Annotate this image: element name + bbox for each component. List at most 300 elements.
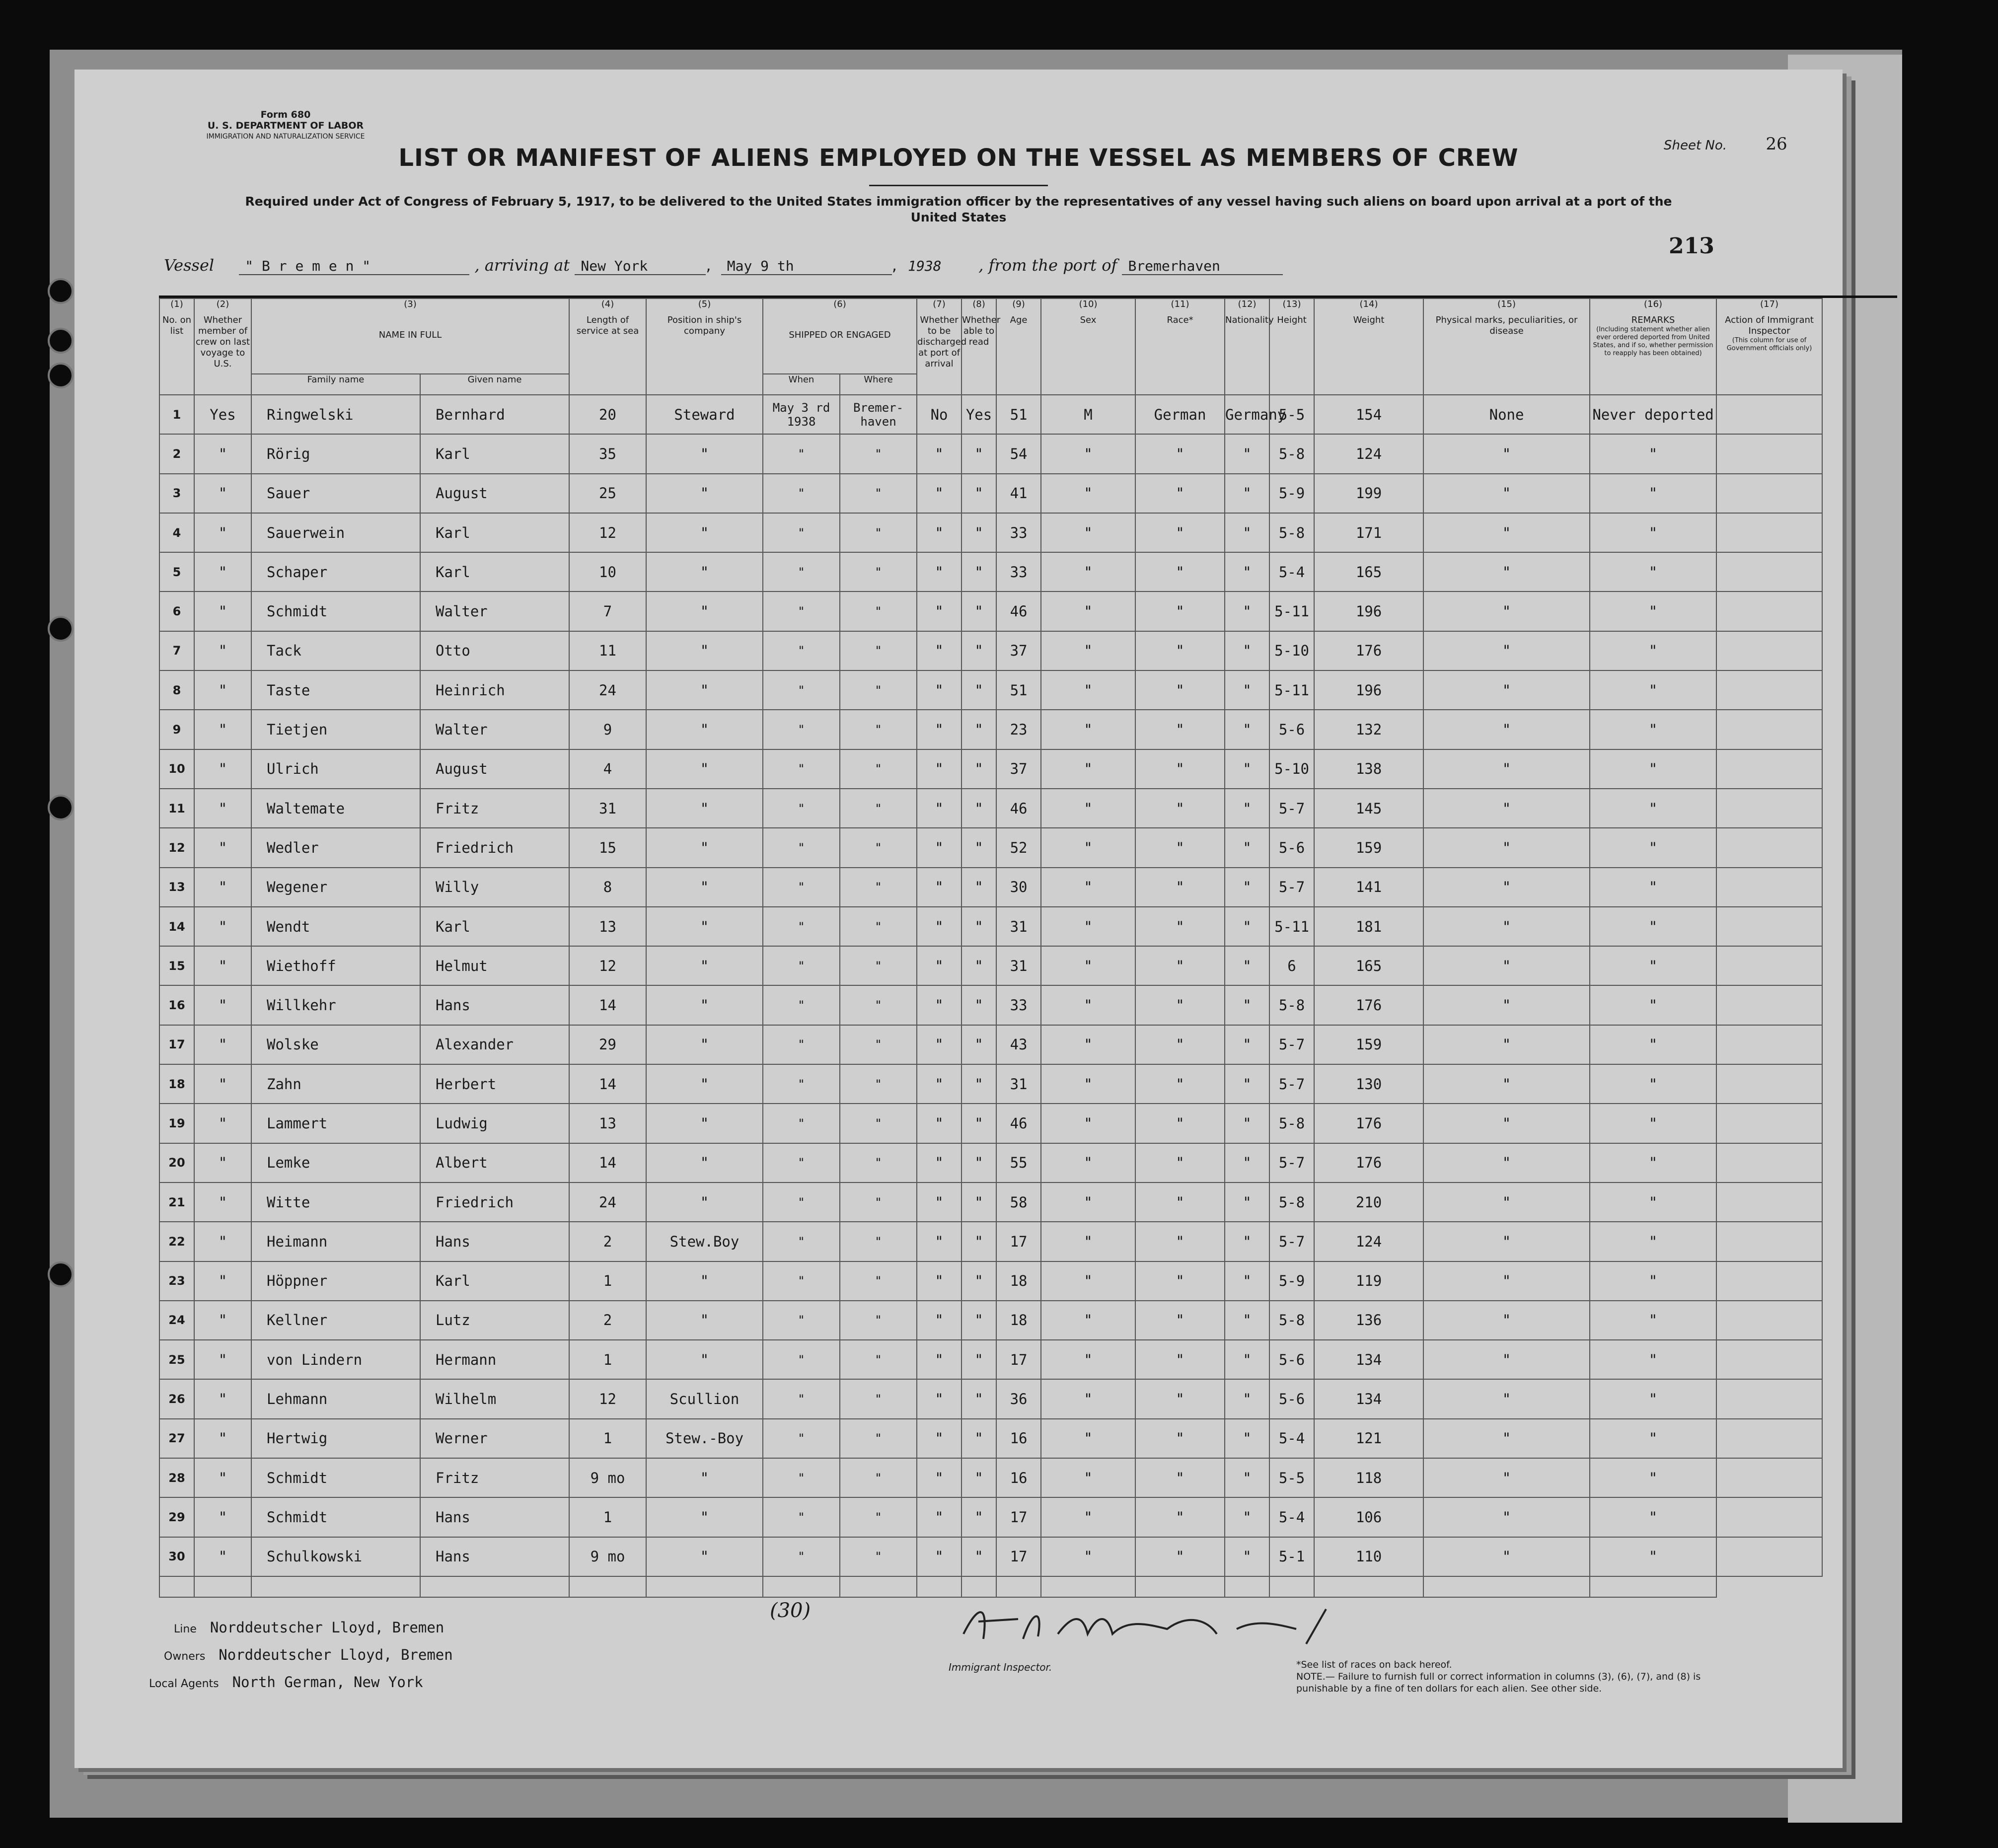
shipped-when: " [763,1222,840,1261]
able-to-read: " [962,749,996,789]
shipped-when: May 3 rd 1938 [763,395,840,434]
shipped-where: " [840,1458,917,1497]
family-name: Wolske [251,1025,420,1064]
height: 5-5 [1269,1458,1314,1497]
column-subheader: Where [840,374,917,395]
previous-voyage: " [194,1458,251,1497]
length-of-service: 29 [569,1025,646,1064]
length-of-service: 4 [569,749,646,789]
physical-marks: " [1423,1419,1590,1458]
shipped-where: " [840,1261,917,1301]
race: " [1135,1222,1225,1261]
length-of-service: 14 [569,1143,646,1183]
given-name: Helmut [420,946,569,985]
able-to-read: " [962,1379,996,1418]
height: 5-8 [1269,1183,1314,1222]
family-name: Höppner [251,1261,420,1301]
table-row [159,907,1822,946]
physical-marks: " [1423,1222,1590,1261]
shipped-when: " [763,907,840,946]
discharge: " [917,789,962,828]
row-number: 29 [159,1497,194,1537]
race: " [1135,434,1225,473]
shipped-when: " [763,1458,840,1497]
weight: 134 [1314,1379,1423,1418]
able-to-read: Yes [962,395,996,434]
inspector-action [1716,828,1822,867]
position: " [646,552,763,591]
position: " [646,1143,763,1183]
shipped-when: " [763,1025,840,1064]
shipped-where: Bremer- haven [840,395,917,434]
nationality: " [1225,1379,1269,1418]
shipped-when: " [763,552,840,591]
race: " [1135,1497,1225,1537]
family-name: Zahn [251,1064,420,1104]
sex: " [1041,1222,1135,1261]
sex: " [1041,513,1135,552]
length-of-service: 24 [569,670,646,710]
remarks: " [1590,1379,1716,1418]
column-label: Action of Immigrant Inspector [1725,315,1814,336]
line-label: Line [174,1623,197,1635]
weight: 159 [1314,828,1423,867]
height: 5-8 [1269,1301,1314,1340]
given-name: Otto [420,631,569,670]
inspector-action [1716,513,1822,552]
able-to-read: " [962,552,996,591]
weight: 136 [1314,1301,1423,1340]
remarks: " [1590,474,1716,513]
discharge: " [917,1183,962,1222]
position: Stew.-Boy [646,1419,763,1458]
race: " [1135,1458,1225,1497]
weight: 199 [1314,474,1423,513]
column-label: Whether member of crew on last voyage to U.S. [195,315,250,369]
remarks: " [1590,591,1716,631]
shipped-when: " [763,591,840,631]
family-name: Wegener [251,868,420,907]
position: " [646,1261,763,1301]
discharge: " [917,1064,962,1104]
position: " [646,513,763,552]
column-label: Sex [1080,315,1097,325]
able-to-read: " [962,1458,996,1497]
age: 46 [996,591,1041,631]
inspector-action [1716,1064,1822,1104]
sex: " [1041,1104,1135,1143]
column-label: Race* [1167,315,1193,325]
nationality: " [1225,670,1269,710]
remarks: " [1590,670,1716,710]
race: " [1135,1301,1225,1340]
previous-voyage: " [194,946,251,985]
shipped-when: " [763,828,840,867]
shipped-where: " [840,1301,917,1340]
able-to-read: " [962,1340,996,1379]
column-number: (6) [833,299,846,309]
weight: 154 [1314,395,1423,434]
table-row [159,789,1822,828]
physical-marks: " [1423,552,1590,591]
inspector-action [1716,868,1822,907]
race: " [1135,513,1225,552]
weight: 110 [1314,1537,1423,1576]
race: " [1135,552,1225,591]
nationality: " [1225,1222,1269,1261]
form-header [179,109,392,142]
given-name: Hans [420,1222,569,1261]
race: " [1135,907,1225,946]
nationality: " [1225,1537,1269,1576]
height: 5-1 [1269,1537,1314,1576]
able-to-read: " [962,1419,996,1458]
race: " [1135,1340,1225,1379]
column-label: Nationality [1225,315,1274,325]
column-header [1716,298,1822,395]
age: 18 [996,1261,1041,1301]
row-number: 19 [159,1104,194,1143]
blank-cell [1041,1576,1135,1597]
shipped-where: " [840,434,917,473]
previous-voyage: " [194,434,251,473]
inspector-action [1716,1025,1822,1064]
previous-voyage: " [194,789,251,828]
weight: 196 [1314,670,1423,710]
footnotes [1296,1659,1743,1695]
family-name: Sauerwein [251,513,420,552]
blank-cell [1225,1576,1269,1597]
shipped-when: " [763,1104,840,1143]
shipped-where: " [840,1340,917,1379]
column-label: Weight [1353,315,1385,325]
height: 6 [1269,946,1314,985]
shipped-where: " [840,1064,917,1104]
given-name: Wilhelm [420,1379,569,1418]
column-note: (This column for use of Government officials only) [1726,337,1812,352]
blank-cell [1269,1576,1314,1597]
previous-voyage: " [194,1379,251,1418]
age: 16 [996,1458,1041,1497]
column-header [996,298,1041,395]
remarks: " [1590,710,1716,749]
sex: " [1041,749,1135,789]
previous-voyage: " [194,985,251,1025]
physical-marks: " [1423,591,1590,631]
row-number: 11 [159,789,194,828]
position: " [646,1458,763,1497]
inspector-action [1716,749,1822,789]
blank-cell [962,1576,996,1597]
nationality: " [1225,828,1269,867]
page-subtitle: Required under Act of Congress of February 5, 1917, to be delivered to the United States immigration officer by the representatives of any vessel having such aliens on board upon arrival at a port of the United States [245,194,1672,224]
position: " [646,749,763,789]
physical-marks: " [1423,907,1590,946]
table-row [159,1222,1822,1261]
column-number: (15) [1497,299,1516,309]
family-name: Schmidt [251,1497,420,1537]
table-row [159,631,1822,670]
able-to-read: " [962,631,996,670]
given-name: Karl [420,907,569,946]
height: 5-11 [1269,591,1314,631]
shipped-when: " [763,474,840,513]
family-name: Schaper [251,552,420,591]
shipped-when: " [763,1379,840,1418]
row-number: 9 [159,710,194,749]
remarks: " [1590,1222,1716,1261]
nationality: " [1225,1419,1269,1458]
length-of-service: 13 [569,1104,646,1143]
sex: " [1041,1301,1135,1340]
race: " [1135,749,1225,789]
height: 5-9 [1269,474,1314,513]
age: 17 [996,1497,1041,1537]
blank-cell [840,1576,917,1597]
shipped-where: " [840,789,917,828]
weight: 121 [1314,1419,1423,1458]
height: 5-6 [1269,1340,1314,1379]
length-of-service: 1 [569,1497,646,1537]
age: 51 [996,670,1041,710]
shipped-where: " [840,591,917,631]
shipped-where: " [840,1537,917,1576]
age: 46 [996,1104,1041,1143]
column-label: No. on list [162,315,192,336]
row-number: 4 [159,513,194,552]
sex: " [1041,868,1135,907]
column-number: (13) [1282,299,1301,309]
row-number: 26 [159,1379,194,1418]
row-number: 6 [159,591,194,631]
column-header [194,298,251,395]
weight: 176 [1314,631,1423,670]
weight: 145 [1314,789,1423,828]
age: 55 [996,1143,1041,1183]
blank-cell [996,1576,1041,1597]
physical-marks: " [1423,1261,1590,1301]
arrival-year: 1938 [908,258,942,274]
age: 41 [996,474,1041,513]
table-row [159,1261,1822,1301]
length-of-service: 20 [569,395,646,434]
able-to-read: " [962,1143,996,1183]
nationality: " [1225,1143,1269,1183]
height: 5-10 [1269,749,1314,789]
nationality: " [1225,1340,1269,1379]
blank-cell [763,1576,840,1597]
physical-marks: " [1423,985,1590,1025]
column-header [646,298,763,395]
sex: " [1041,710,1135,749]
family-name: Heimann [251,1222,420,1261]
nationality: " [1225,868,1269,907]
able-to-read: " [962,1301,996,1340]
shipped-when: " [763,1497,840,1537]
sex: " [1041,1261,1135,1301]
remarks: " [1590,1064,1716,1104]
age: 16 [996,1419,1041,1458]
age: 33 [996,513,1041,552]
discharge: " [917,1143,962,1183]
table-row [159,591,1822,631]
length-of-service: 2 [569,1301,646,1340]
column-header [763,298,917,374]
crew-total: (30) [770,1599,811,1622]
able-to-read: " [962,789,996,828]
height: 5-8 [1269,513,1314,552]
able-to-read: " [962,1183,996,1222]
inspector-action [1716,1497,1822,1537]
race: " [1135,1064,1225,1104]
table-row [159,434,1822,473]
binder-hole [48,363,74,388]
inspector-action [1716,985,1822,1025]
row-number: 2 [159,434,194,473]
given-name: Heinrich [420,670,569,710]
column-label: Age [1010,315,1028,325]
inspector-action [1716,552,1822,591]
family-name: Witte [251,1183,420,1222]
shipped-when: " [763,868,840,907]
column-header [569,298,646,395]
row-number: 7 [159,631,194,670]
column-header [1041,298,1135,395]
family-name: Lemke [251,1143,420,1183]
page-number: 213 [1669,233,1714,259]
row-number: 16 [159,985,194,1025]
physical-marks: " [1423,631,1590,670]
height: 5-7 [1269,789,1314,828]
voyage-line: Vessel " B r e m e n " , arriving at New York , May 9 th , 1938 , from the port of Bremerhaven [164,256,1803,275]
column-number: (7) [933,299,946,309]
shipped-where: " [840,552,917,591]
nationality: " [1225,591,1269,631]
race: " [1135,1379,1225,1418]
family-name: von Lindern [251,1340,420,1379]
row-number: 20 [159,1143,194,1183]
weight: 124 [1314,434,1423,473]
race: " [1135,1025,1225,1064]
title-rule [869,185,1048,186]
shipped-when: " [763,1419,840,1458]
length-of-service: 15 [569,828,646,867]
able-to-read: " [962,474,996,513]
penalty-note: NOTE.— Failure to furnish full or correct information in columns (3), (6), (7), and (8) is punishable by a fine of ten dollars for each alien. See other side. [1296,1671,1701,1694]
inspector-label: Immigrant Inspector. [949,1661,1052,1673]
column-number: (16) [1644,299,1662,309]
nationality: " [1225,1458,1269,1497]
given-name: Karl [420,1261,569,1301]
sex: " [1041,828,1135,867]
given-name: Karl [420,552,569,591]
given-name: Hans [420,1537,569,1576]
family-name: Willkehr [251,985,420,1025]
discharge: " [917,1222,962,1261]
page-title: LIST OR MANIFEST OF ALIENS EMPLOYED ON THE VESSEL AS MEMBERS OF CREW [398,144,1519,172]
remarks: " [1590,789,1716,828]
family-name: Tack [251,631,420,670]
shipped-when: " [763,1537,840,1576]
blank-cell [420,1576,569,1597]
family-name: Lammert [251,1104,420,1143]
length-of-service: 8 [569,868,646,907]
physical-marks: " [1423,1340,1590,1379]
column-number: (8) [972,299,985,309]
sex: M [1041,395,1135,434]
nationality: " [1225,1183,1269,1222]
shipped-when: " [763,789,840,828]
able-to-read: " [962,434,996,473]
height: 5-7 [1269,1064,1314,1104]
sex: " [1041,474,1135,513]
table-row [159,1458,1822,1497]
family-name: Schmidt [251,591,420,631]
discharge: " [917,591,962,631]
physical-marks: " [1423,1458,1590,1497]
shipped-where: " [840,1143,917,1183]
position: " [646,985,763,1025]
able-to-read: " [962,710,996,749]
race: " [1135,474,1225,513]
length-of-service: 12 [569,513,646,552]
previous-voyage: " [194,1261,251,1301]
able-to-read: " [962,1222,996,1261]
previous-voyage: " [194,907,251,946]
manifest-sheet [74,70,1843,1768]
sex: " [1041,591,1135,631]
column-label: Position in ship's company [667,315,742,336]
nationality: " [1225,513,1269,552]
row-number: 14 [159,907,194,946]
agents-label: Local Agents [149,1678,219,1690]
column-header [1423,298,1590,395]
inspector-action [1716,395,1822,434]
row-number: 12 [159,828,194,867]
nationality: " [1225,631,1269,670]
column-header [962,298,1001,395]
inspector-action [1716,1261,1822,1301]
inspector-action [1716,1301,1822,1340]
shipped-when: " [763,1301,840,1340]
column-number: (14) [1359,299,1378,309]
family-name: Kellner [251,1301,420,1340]
sex: " [1041,985,1135,1025]
shipped-where: " [840,1379,917,1418]
nationality: " [1225,789,1269,828]
position: " [646,1497,763,1537]
given-name: Walter [420,710,569,749]
nationality: " [1225,907,1269,946]
remarks: " [1590,985,1716,1025]
column-number: (5) [698,299,711,309]
remarks: " [1590,749,1716,789]
position: Scullion [646,1379,763,1418]
blank-cell [194,1576,251,1597]
shipped-where: " [840,749,917,789]
weight: 176 [1314,1143,1423,1183]
length-of-service: 1 [569,1340,646,1379]
previous-voyage: " [194,710,251,749]
remarks: " [1590,946,1716,985]
shipped-where: " [840,1104,917,1143]
table-row [159,395,1822,434]
given-name: Willy [420,868,569,907]
weight: 176 [1314,1104,1423,1143]
age: 36 [996,1379,1041,1418]
column-label: Whether able to read [962,315,1001,347]
height: 5-7 [1269,868,1314,907]
